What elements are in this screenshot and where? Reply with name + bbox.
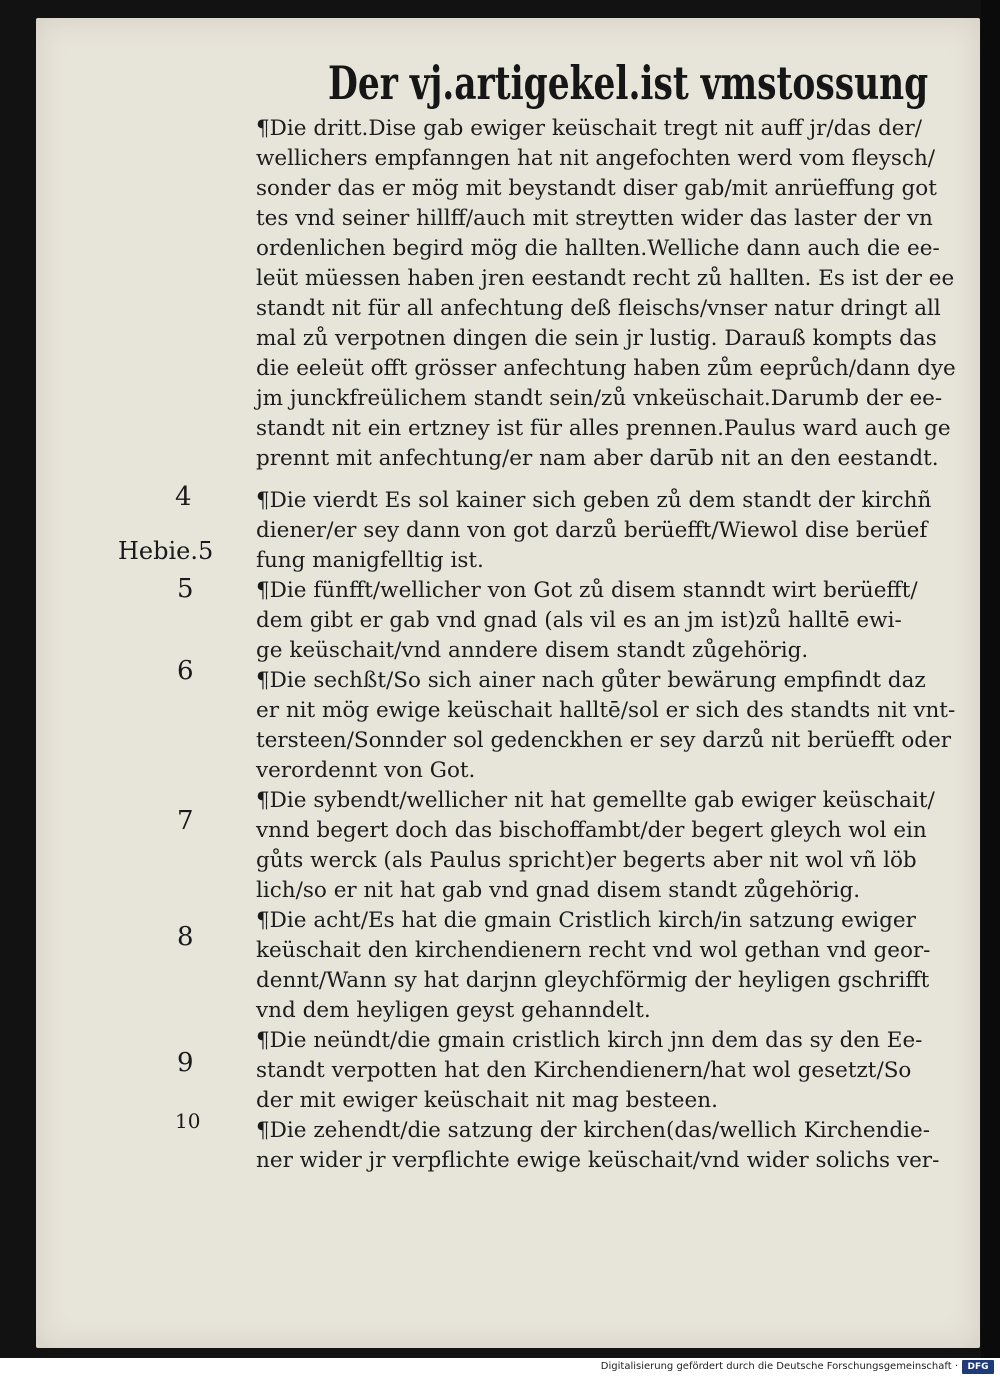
text-line: wellichers empfanngen hat nit angefochten werd vom fleysch/ (256, 146, 936, 171)
margin-number: 4 (175, 482, 192, 512)
text-line: standt nit für all anfechtung deß fleischs/vnser natur dringt all (256, 296, 941, 321)
margin-number: 8 (177, 922, 194, 952)
text-line: dennt/Wann sy hat darjnn gleychförmig der heyligen gschrifft (256, 968, 930, 993)
text-line: dem gibt er gab vnd gnad (als vil es an jm ist)zů halltē ewi- (256, 608, 902, 633)
text-line: diener/er sey dann von got darzů berüefft/Wiewol dise berüef (256, 518, 928, 543)
text-line: ¶Die fünfft/wellicher von Got zů disem stanndt wirt berüefft/ (256, 578, 918, 603)
text-line: fung manigfelltig ist. (256, 548, 484, 573)
text-line: sonder das er mög mit beystandt diser gab/mit anrüeffung got (256, 176, 937, 201)
scan-edge (981, 0, 1000, 1358)
text-line: ¶Die vierdt Es sol kainer sich geben zů dem standt der kirchñ (256, 488, 932, 513)
text-line: vnnd begert doch das bischoffambt/der begert gleych wol ein (256, 818, 927, 843)
text-line: mal zů verpotnen dingen die sein jr lustig. Darauß kompts das (256, 326, 937, 351)
margin-reference: Hebie.5 (118, 537, 214, 565)
text-line: ¶Die dritt.Dise gab ewiger keüschait tregt nit auff jr/das der/ (256, 116, 923, 141)
text-line: standt nit ein ertzney ist für alles prennen.Paulus ward auch ge (256, 416, 951, 441)
text-line: tersteen/Sonnder sol gedenckhen er sey darzů nit berüefft oder (256, 728, 952, 753)
text-line: ordenlichen begird mög die hallten.Welliche dann auch die ee- (256, 236, 940, 261)
text-line: prennt mit anfechtung/er nam aber darūb nit an den eestandt. (256, 446, 939, 471)
text-line: er nit mög ewige keüschait halltē/sol er sich des standts nit vnt- (256, 698, 956, 723)
margin-number: 7 (177, 806, 194, 836)
text-line: der mit ewiger keüschait nit mag besteen. (256, 1088, 718, 1113)
text-line: ¶Die sybendt/wellicher nit hat gemellte gab ewiger keüschait/ (256, 788, 935, 813)
margin-number: 6 (177, 656, 194, 686)
text-line: standt verpotten hat den Kirchendienern/hat wol gesetzt/So (256, 1058, 912, 1083)
text-line: ge keüschait/vnd anndere disem standt zůgehörig. (256, 638, 809, 663)
text-line: ¶Die acht/Es hat die gmain Cristlich kirch/in satzung ewiger (256, 908, 916, 933)
text-line: ner wider jr verpflichte ewige keüschait/vnd wider solichs ver- (256, 1148, 940, 1173)
text-line: ¶Die sechßt/So sich ainer nach gůter bewärung empfindt daz (256, 668, 926, 693)
text-line: ¶Die zehendt/die satzung der kirchen(das/wellich Kirchendie- (256, 1118, 931, 1143)
dfg-logo: DFG (962, 1360, 994, 1374)
text-line: verordennt von Got. (256, 758, 476, 783)
margin-number: 5 (177, 574, 194, 604)
text-line: keüschait den kirchendienern recht vnd wol gethan vnd geor- (256, 938, 931, 963)
text-line: die eeleüt offt grösser anfechtung haben zům eeprůch/dann dye (256, 356, 956, 381)
running-heading: Der vj.artigekel.ist vmstossung (328, 56, 929, 110)
text-line: vnd dem heyligen geyst gehanndelt. (256, 998, 651, 1023)
margin-number: 10 (175, 1109, 201, 1133)
text-line: jm junckfreülichem standt sein/zů vnkeüschait.Darumb der ee- (256, 386, 943, 411)
text-line: ¶Die neündt/die gmain cristlich kirch jnn dem das sy den Ee- (256, 1028, 923, 1053)
margin-number: 9 (177, 1048, 194, 1078)
text-line: lich/so er nit hat gab vnd gnad disem standt zůgehörig. (256, 878, 861, 903)
text-line: gůts werck (als Paulus spricht)er begerts aber nit wol vñ löb (256, 848, 917, 873)
funding-credit: Digitalisierung gefördert durch die Deutsche Forschungsgemeinschaft · (600, 1361, 958, 1372)
text-line: tes vnd seiner hillff/auch mit streytten wider das laster der vn (256, 206, 933, 231)
text-line: leüt müessen haben jren eestandt recht zů hallten. Es ist der ee (256, 266, 955, 291)
